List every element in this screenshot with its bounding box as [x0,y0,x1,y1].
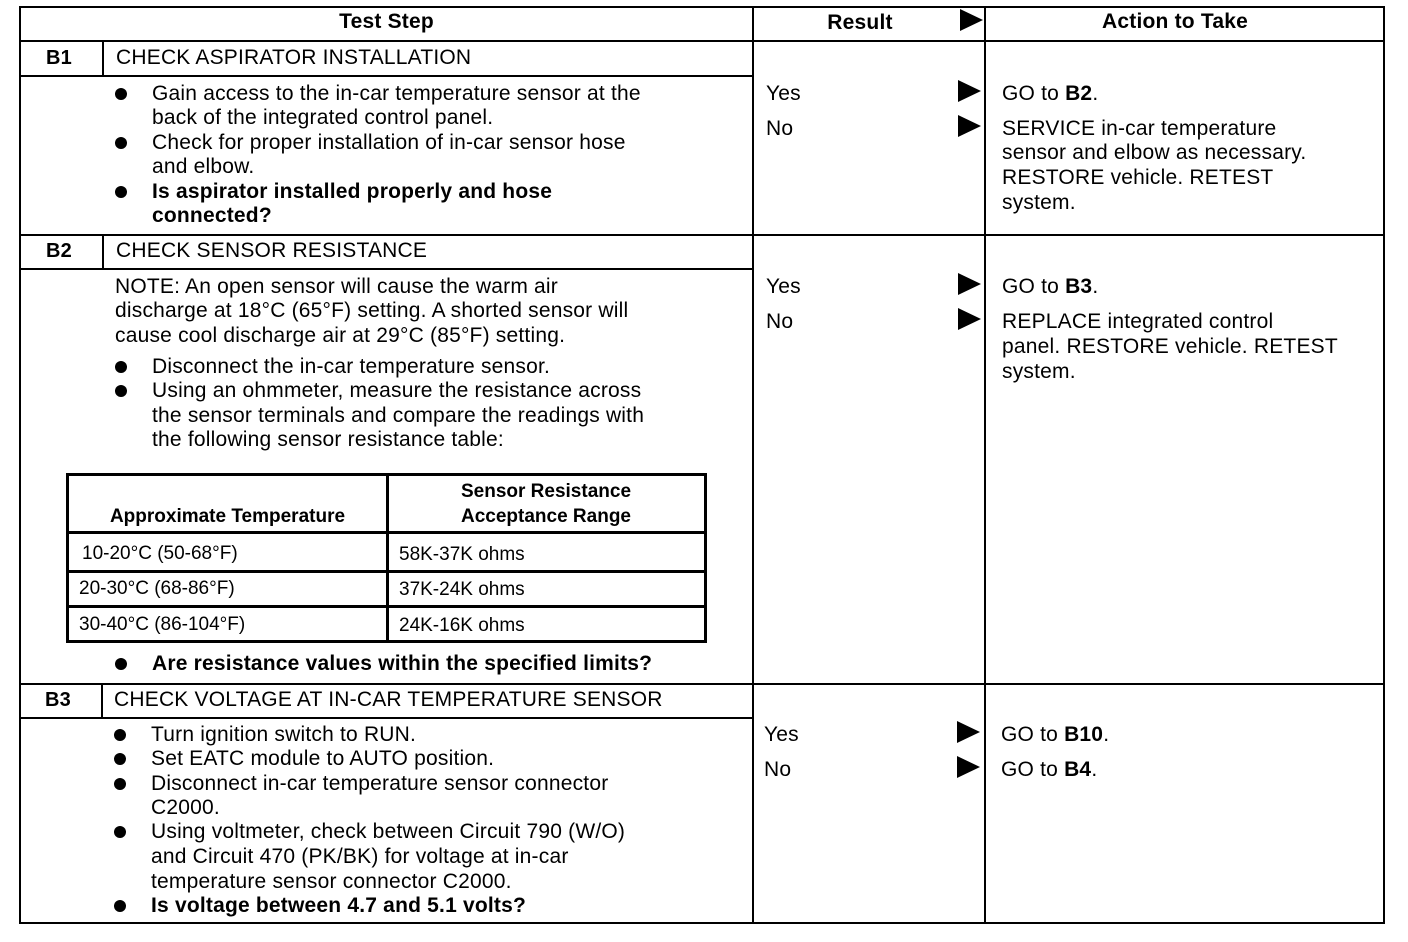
action-yes [1002,275,1098,300]
step-id: B2 [46,240,72,262]
step-question-line: Is voltage between 4.7 and 5.1 volts? [151,894,527,917]
step-text-line: back of the integrated control panel. [152,106,494,129]
action-no-line: SERVICE in-car temperature [1002,117,1277,140]
step-text-line: temperature sensor connector C2000. [151,870,512,893]
step-text-line: Disconnect in-car temperature sensor connector [151,772,609,795]
action-no-line: RESTORE vehicle. RETEST [1002,166,1274,189]
rule-bottom [19,922,1385,924]
table-cell-resistance: 37K-24K ohms [399,579,525,600]
bullet-icon [114,826,126,838]
note-line: cause cool discharge air at 29°C (85°F) setting. [115,324,566,347]
step-text-line: Set EATC module to AUTO position. [151,747,495,770]
step-text-line: Check for proper installation of in-car sensor hose [152,131,626,154]
rule-top [19,6,1385,8]
action-yes-suffix: . [1092,275,1099,298]
action-yes-prefix: GO to [1002,275,1066,298]
rule-left [19,6,21,924]
bullet-icon [115,658,127,670]
table-cell-resistance: 24K-16K ohms [399,615,525,636]
table-header-resistance: Sensor Resistance [460,481,632,502]
rule-id-divider-b2 [102,234,104,270]
action-no-line: REPLACE integrated control [1002,310,1274,333]
result-yes: Yes [766,82,801,105]
result-yes: Yes [766,275,801,298]
action-yes-ref: B3 [1065,275,1093,298]
note-line: discharge at 18°C (65°F) setting. A shorted sensor will [115,299,629,322]
result-no: No [766,117,794,140]
action-no [1001,758,1097,783]
table-cell-resistance: 58K-37K ohms [399,544,525,565]
rule-result-action [984,6,986,924]
action-yes [1001,723,1109,748]
header-result: Result [827,11,893,34]
step-question-line: Are resistance values within the specified limits? [152,652,653,675]
header-test-step: Test Step [339,10,434,33]
step-text-line: and Circuit 470 (PK/BK) for voltage at in-car [151,845,569,868]
table-cell-temperature: 10-20°C (50-68°F) [82,543,238,564]
bullet-icon [114,753,126,765]
step-text-line: Turn ignition switch to RUN. [151,723,417,746]
action-no-prefix: GO to [1001,758,1065,781]
result-arrow-icon [957,756,980,778]
action-no-line: system. [1002,360,1076,383]
bullet-icon [115,137,127,149]
step-title: CHECK SENSOR RESISTANCE [116,239,428,262]
action-yes-ref: B2 [1065,82,1093,105]
rule-right [1383,6,1385,924]
action-yes-prefix: GO to [1002,82,1066,105]
action-no-suffix: . [1091,758,1098,781]
rule-b1-title [19,75,754,77]
bullet-icon [114,729,126,741]
action-yes-suffix: . [1092,82,1099,105]
action-yes-suffix: . [1103,723,1110,746]
action-yes-ref: B10 [1064,723,1104,746]
rule-b1-bottom [19,234,1385,236]
table-cell-temperature: 20-30°C (68-86°F) [79,578,235,599]
rule-b2-title [19,268,754,270]
rule-header-bottom [19,40,1385,42]
step-id: B3 [45,689,71,711]
step-title: CHECK VOLTAGE AT IN-CAR TEMPERATURE SENSOR [114,688,663,711]
step-question-line: connected? [152,204,272,227]
action-yes-prefix: GO to [1001,723,1065,746]
result-no: No [764,758,792,781]
step-text-line: the following sensor resistance table: [152,428,504,451]
step-question-line: Is aspirator installed properly and hose [152,180,553,203]
bullet-icon [114,778,126,790]
action-no-ref: B4 [1064,758,1092,781]
step-text-line: Gain access to the in-car temperature sensor at the [152,82,641,105]
step-id: B1 [46,47,72,69]
rule-b2-bottom [19,683,1385,685]
action-yes [1002,82,1098,107]
step-text-line: the sensor terminals and compare the readings with [152,404,645,427]
table-cell-temperature: 30-40°C (86-104°F) [79,614,246,635]
result-arrow-icon [957,721,980,743]
step-text-line: C2000. [151,796,220,819]
result-arrow-icon [958,115,981,137]
table-header-acceptance: Acceptance Range [460,506,631,527]
action-no-line: sensor and elbow as necessary. [1002,141,1307,164]
bullet-icon [115,361,127,373]
result-yes: Yes [764,723,799,746]
result-arrow-icon [958,308,981,330]
rule-step-result [752,6,754,924]
bullet-icon [115,385,127,397]
action-no-line: system. [1002,191,1076,214]
step-text-line: and elbow. [152,155,255,178]
step-title: CHECK ASPIRATOR INSTALLATION [116,46,472,69]
header-action: Action to Take [1102,10,1248,33]
rule-b3-title [19,717,754,719]
action-no-line: panel. RESTORE vehicle. RETEST [1002,335,1338,358]
result-no: No [766,310,794,333]
rule-id-divider-b3 [101,683,103,719]
bullet-icon [115,186,127,198]
result-arrow-icon [958,273,981,295]
step-text-line: Using voltmeter, check between Circuit 790 (W/O) [151,820,626,843]
result-arrow-icon [958,80,981,102]
bullet-icon [114,900,126,912]
bullet-icon [115,88,127,100]
header-arrow-icon [960,9,983,31]
step-text-line: Using an ohmmeter, measure the resistance across [152,379,642,402]
rule-id-divider-b1 [102,40,104,76]
step-text-line: Disconnect the in-car temperature sensor. [152,355,551,378]
table-header-temperature: Approximate Temperature [109,506,346,527]
note-line: NOTE: An open sensor will cause the warm air [115,275,558,298]
